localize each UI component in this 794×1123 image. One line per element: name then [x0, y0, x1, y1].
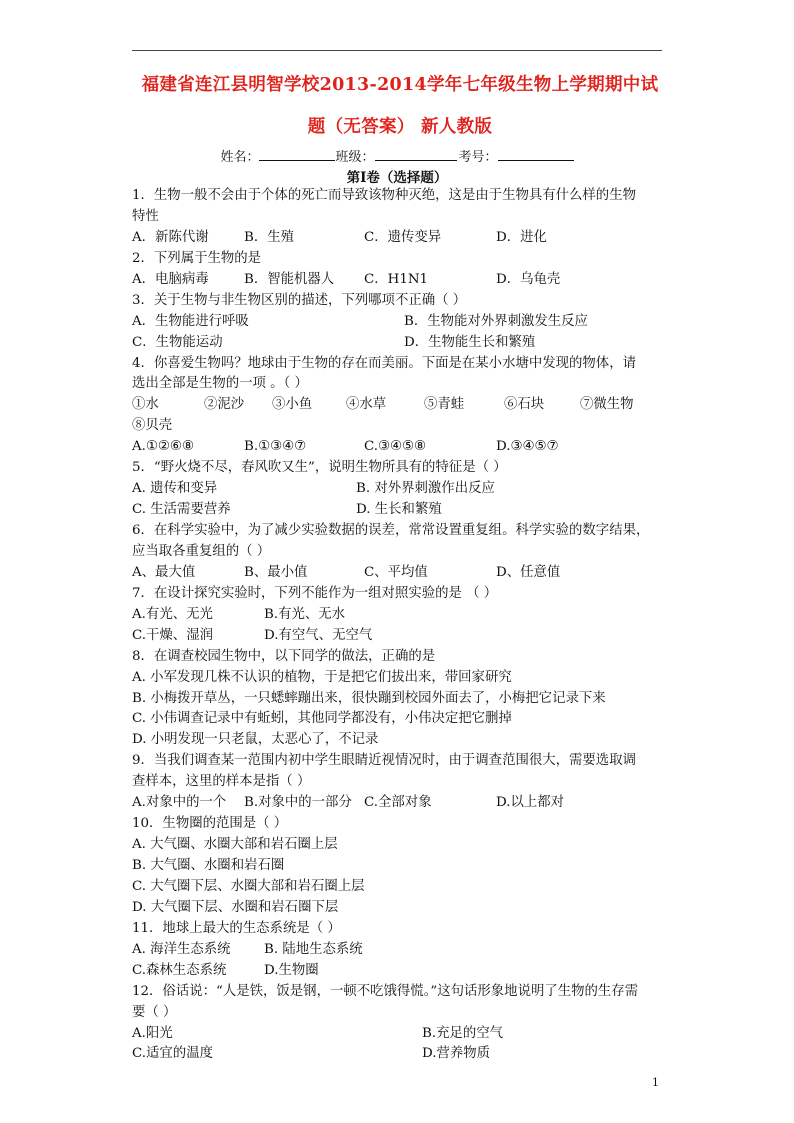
answer-option[interactable]: D、任意值 [496, 564, 561, 580]
option-row [132, 709, 672, 730]
answer-option[interactable]: ⑦微生物 [580, 397, 634, 413]
answer-option[interactable]: D．乌龟壳 [496, 271, 561, 287]
question-stem: 查样本，这里的样本是指（ ） [132, 774, 311, 790]
answer-option[interactable]: ⑤青蛙 [424, 397, 465, 413]
answer-option[interactable]: D．生物能生长和繁殖 [404, 334, 536, 350]
option-row [132, 479, 672, 500]
option-row [132, 395, 672, 416]
answer-option[interactable]: D. 大气圈下层、水圈和岩石圈下层 [132, 899, 339, 915]
question-stem: 7．在设计探究实验时，下列不能作为一组对照实验的是 （ ） [132, 585, 498, 601]
answer-option[interactable]: B. 大气圈、水圈和岩石圈 [132, 858, 285, 873]
option-row [132, 898, 672, 919]
page-number: 1 [652, 1076, 659, 1089]
answer-option[interactable]: D.有空气、无空气 [264, 627, 373, 643]
answer-option[interactable]: C．H1N1 [364, 271, 429, 287]
answer-option[interactable]: A. 小军发现几株不认识的植物，于是把它们拔出来，带回家研究 [132, 669, 512, 685]
answer-option[interactable]: C．生物能运动 [132, 334, 223, 350]
answer-option[interactable]: A、最大值 [132, 564, 196, 580]
answer-option[interactable]: C、平均值 [364, 564, 428, 580]
answer-option[interactable]: D.营养物质 [422, 1046, 491, 1062]
question-stem: 6．在科学实验中，为了减少实验数据的误差，常常设置重复组。科学实验的数字结果， [132, 523, 650, 538]
answer-option[interactable]: ①水 [132, 397, 159, 413]
answer-option[interactable]: D. 小明发现一只老鼠，太恶心了，不记录 [132, 732, 379, 748]
option-row [132, 1024, 672, 1045]
option-row [132, 312, 672, 333]
answer-option[interactable]: ③小鱼 [272, 397, 313, 413]
question-stem: 2．下列属于生物的是 [132, 250, 262, 266]
number-label: 考号： [458, 150, 498, 165]
answer-option[interactable]: D.③④⑤⑦ [496, 439, 559, 455]
answer-option[interactable]: ②泥沙 [204, 397, 245, 413]
question-stem: 要（ ） [132, 1004, 177, 1020]
answer-option[interactable]: B、最小值 [244, 564, 308, 580]
answer-option[interactable]: A．电脑病毒 [132, 271, 209, 287]
answer-option[interactable]: B.有光、无水 [264, 606, 346, 622]
option-row [132, 500, 672, 521]
answer-option[interactable]: C. 生活需要营养 [132, 502, 231, 518]
answer-option[interactable]: C. 大气圈下层、水圈大部和岩石圈上层 [132, 878, 365, 894]
question-stem: 1．生物一般不会由于个体的死亡而导致该物种灭绝，这是由于生物具有什么样的生物 [132, 188, 636, 203]
option-row [132, 416, 672, 437]
answer-option[interactable]: ⑧贝壳 [132, 418, 173, 434]
option-row [132, 835, 672, 856]
answer-option[interactable]: A.阳光 [132, 1025, 173, 1041]
name-blank[interactable] [259, 148, 335, 161]
section-title: 第Ⅰ卷（选择题） [346, 170, 448, 186]
option-row [132, 437, 672, 458]
option-row [132, 689, 672, 710]
answer-option[interactable]: B. 陆地生态系统 [264, 941, 363, 957]
answer-option[interactable]: ⑥石块 [504, 397, 545, 413]
answer-option[interactable]: A.①②⑥⑧ [132, 439, 194, 455]
answer-option[interactable]: D.以上都对 [496, 795, 565, 811]
student-info-line [0, 146, 794, 165]
question-stem: 3．关于生物与非生物区别的描述，下列哪项不正确（ ） [132, 292, 467, 308]
question-stem: 4．你喜爱生物吗？地球由于生物的存在而美丽。下面是在某小水塘中发现的物体，请 [132, 355, 636, 371]
answer-option[interactable]: C. 小伟调查记录中有蚯蚓，其他同学都没有，小伟决定把它删掉 [132, 711, 512, 727]
question-stem: 9．当我们调查某一范围内初中学生眼睛近视情况时，由于调查范围很大，需要选取调 [132, 753, 636, 769]
option-row [132, 1044, 672, 1065]
answer-option[interactable]: B．智能机器人 [244, 271, 335, 287]
question-list [132, 186, 672, 1065]
question-stem: 8．在调查校园生物中，以下同学的做法，正确的是 [132, 648, 436, 664]
class-blank[interactable] [375, 148, 457, 161]
option-row [132, 605, 672, 626]
header-rule [132, 50, 662, 51]
question-stem: 特性 [132, 208, 159, 224]
answer-option[interactable]: B. 对外界刺激作出反应 [356, 481, 495, 497]
answer-option[interactable]: A.对象中的一个 [132, 795, 227, 811]
answer-option[interactable]: B.对象中的一部分 [244, 795, 352, 811]
question-stem: 10．生物圈的范围是（ ） [132, 816, 288, 832]
option-row [132, 270, 672, 291]
answer-option[interactable]: B．生物能对外界刺激发生反应 [404, 313, 588, 329]
question-stem: 选出全部是生物的一项 。（ ） [132, 376, 308, 392]
option-row [132, 730, 672, 751]
answer-option[interactable]: A. 大气圈、水圈大部和岩石圈上层 [132, 837, 338, 853]
answer-option[interactable]: C．遗传变异 [364, 229, 442, 245]
answer-option[interactable]: C.全部对象 [364, 795, 432, 811]
document-title-line2: 题（无答案） 新人教版 [307, 117, 493, 137]
answer-option[interactable]: C.森林生态系统 [132, 962, 227, 978]
question-stem: 5．“野火烧不尽，春风吹又生”，说明生物所具有的特征是（ ） [132, 460, 507, 476]
answer-option[interactable]: A. 遗传和变异 [132, 481, 218, 497]
option-row [132, 668, 672, 689]
question-stem: 11．地球上最大的生态系统是（ ） [132, 920, 341, 936]
answer-option[interactable]: D.生物圈 [264, 962, 319, 978]
option-row [132, 877, 672, 898]
document-title-line1: 福建省连江县明智学校2013-2014学年七年级生物上学期期中试 [141, 75, 659, 95]
answer-option[interactable]: C.③④⑤⑧ [364, 439, 427, 455]
answer-option[interactable]: ④水草 [346, 397, 387, 413]
option-row [132, 228, 672, 249]
class-label: 班级： [335, 150, 375, 165]
answer-option[interactable]: D. 生长和繁殖 [356, 502, 442, 518]
option-row [132, 961, 672, 982]
answer-option[interactable]: B. 小梅拨开草丛，一只蟋蟀蹦出来，很快蹦到校园外面去了，小梅把它记录下来 [132, 690, 606, 706]
answer-option[interactable]: B.①③④⑦ [244, 439, 307, 455]
option-row [132, 793, 672, 814]
answer-option[interactable]: A.有光、无光 [132, 606, 213, 622]
answer-option[interactable]: B.充足的空气 [422, 1025, 504, 1041]
option-row [132, 940, 672, 961]
question-stem: 应当取各重复组的（ ） [132, 543, 271, 559]
answer-option[interactable]: B．生殖 [244, 229, 295, 245]
answer-option[interactable]: D．进化 [496, 229, 547, 245]
answer-option[interactable]: C.干燥、湿润 [132, 627, 213, 643]
name-label: 姓名： [220, 150, 260, 165]
option-row [132, 333, 672, 354]
question-stem: 12．俗话说：“人是铁，饭是钢，一顿不吃饿得慌。”这句话形象地说明了生物的生存需 [132, 983, 639, 999]
answer-option[interactable]: A．生物能进行呼吸 [132, 313, 249, 329]
option-row [132, 626, 672, 647]
option-row [132, 856, 672, 877]
option-row [132, 563, 672, 584]
answer-option[interactable]: A. 海洋生态系统 [132, 941, 231, 957]
answer-option[interactable]: A．新陈代谢 [132, 229, 209, 245]
number-blank[interactable] [498, 148, 574, 161]
answer-option[interactable]: C.适宜的温度 [132, 1046, 213, 1062]
